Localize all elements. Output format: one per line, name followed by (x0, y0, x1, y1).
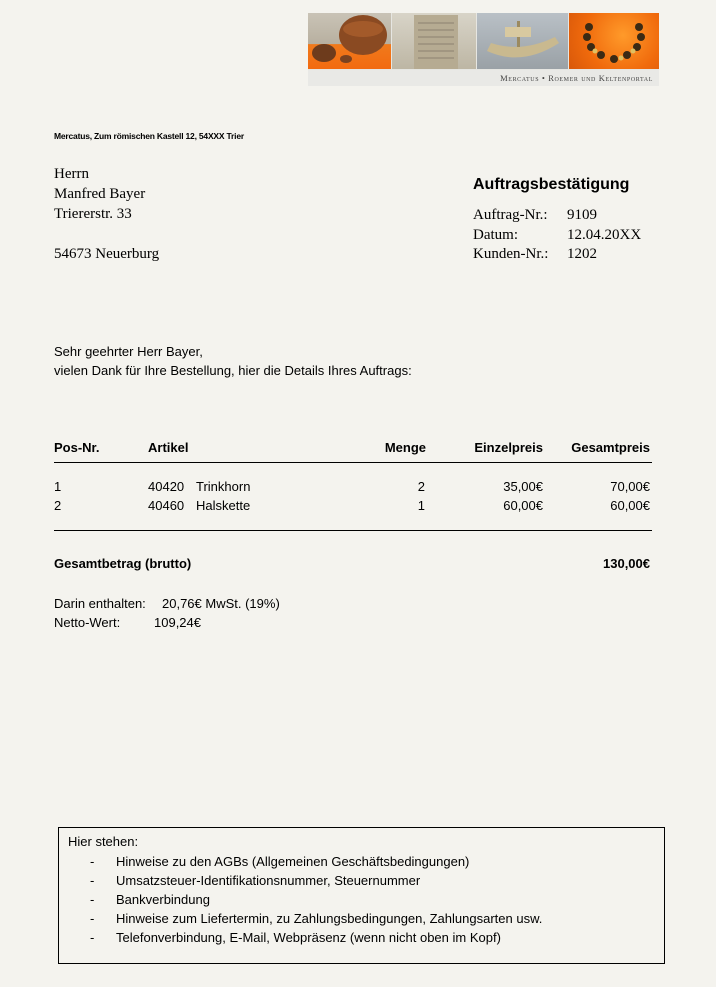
header-unit-price: Einzelpreis (474, 440, 543, 455)
bead-necklace-photo (569, 13, 659, 69)
list-item (90, 909, 542, 928)
ceramic-vessels-photo (308, 13, 391, 69)
list-item (90, 928, 542, 947)
row-article-name: Trinkhorn (196, 479, 251, 494)
date-label: Datum: (473, 227, 518, 243)
vat-value: 20,76€ MwSt. (19%) (162, 596, 280, 611)
row-qty: 2 (417, 479, 425, 494)
row-qty: 1 (417, 498, 425, 513)
header-pos: Pos-Nr. (54, 440, 100, 455)
header-article: Artikel (148, 440, 189, 455)
list-item-text: Hinweise zum Liefertermin, zu Zahlungsbedingungen, Zahlungsarten usw. (116, 911, 543, 926)
recipient-salutation: Herrn (54, 166, 89, 182)
list-item (90, 852, 542, 871)
gross-total-label: Gesamtbetrag (brutto) (54, 556, 192, 571)
net-label: Netto-Wert: (54, 615, 121, 630)
footer-info-box (58, 827, 665, 964)
row-unit-price: 35,00€ (503, 479, 543, 494)
recipient-city: 54673 Neuerburg (54, 246, 160, 262)
bullet-dash: - (90, 911, 95, 926)
table-header-rule (54, 462, 652, 463)
footer-intro: Hier stehen: (68, 834, 139, 849)
vat-label: Darin enthalten: (54, 596, 146, 611)
row-pos: 2 (54, 498, 62, 513)
list-item (90, 871, 542, 890)
recipient-name: Manfred Bayer (54, 186, 146, 202)
sender-address-line: Mercatus, Zum römischen Kastell 12, 54XXX Trier (54, 131, 244, 141)
header-banner (308, 13, 659, 86)
header-qty: Menge (384, 440, 426, 455)
row-pos: 1 (54, 479, 62, 494)
order-number-label: Auftrag-Nr.: (473, 207, 548, 223)
gross-total-value: 130,00€ (603, 556, 650, 571)
bullet-dash: - (90, 930, 95, 945)
list-item-text: Umsatzsteuer-Identifikationsnummer, Steuernummer (116, 873, 421, 888)
ship-model-photo (477, 13, 568, 69)
banner-caption: Mercatus • Roemer und Keltenportal (308, 70, 659, 86)
customer-number-value: 1202 (567, 246, 597, 262)
row-article-no: 40460 (148, 498, 185, 513)
date-value: 12.04.20XX (567, 227, 642, 243)
greeting: Sehr geehrter Herr Bayer, (54, 344, 203, 359)
row-unit-price: 60,00€ (503, 498, 543, 513)
row-total: 70,00€ (610, 479, 650, 494)
net-value: 109,24€ (154, 615, 201, 630)
list-item-text: Hinweise zu den AGBs (Allgemeinen Geschäftsbedingungen) (116, 854, 470, 869)
stone-tablet-photo (392, 13, 476, 69)
header-total: Gesamtpreis (571, 440, 650, 455)
customer-number-label: Kunden-Nr.: (473, 246, 549, 262)
bullet-dash: - (90, 892, 95, 907)
row-article-name: Halskette (196, 498, 251, 513)
order-number-value: 9109 (567, 207, 597, 223)
bullet-dash: - (90, 854, 95, 869)
footer-list (90, 852, 542, 947)
row-article-no: 40420 (148, 479, 185, 494)
document-title: Auftragsbestätigung (473, 176, 630, 193)
list-item-text: Bankverbindung (116, 892, 210, 907)
recipient-street: Triererstr. 33 (54, 206, 132, 222)
bullet-dash: - (90, 873, 95, 888)
list-item-text: Telefonverbindung, E-Mail, Webpräsenz (wenn nicht oben im Kopf) (116, 930, 501, 945)
row-total: 60,00€ (610, 498, 650, 513)
intro-text: vielen Dank für Ihre Bestellung, hier die Details Ihres Auftrags: (54, 363, 412, 378)
list-item (90, 890, 542, 909)
table-footer-rule (54, 530, 652, 531)
